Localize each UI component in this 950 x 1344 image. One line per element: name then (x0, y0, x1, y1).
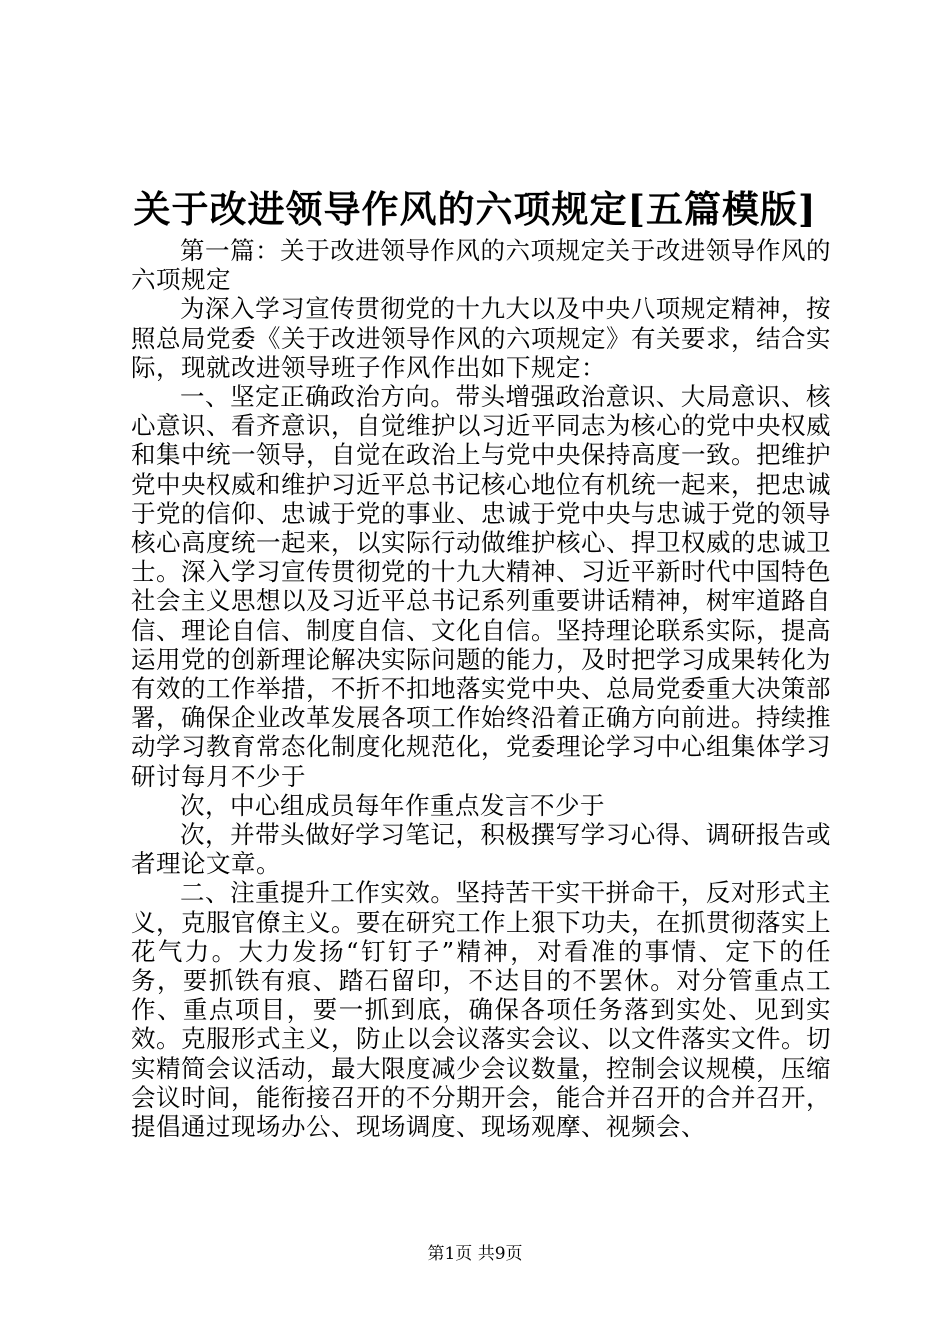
paragraph: 为深入学习宣传贯彻党的十九大以及中央八项规定精神，按照总局党委《关于改进领导作风的六项规定》有关要求，结合实际，现就改进领导班子作风作出如下规定： (131, 294, 831, 382)
paragraph: 次，并带头做好学习笔记，积极撰写学习心得、调研报告或者理论文章。 (131, 820, 831, 879)
paragraph: 第一篇：关于改进领导作风的六项规定关于改进领导作风的六项规定 (131, 236, 831, 295)
paragraph: 二、注重提升工作实效。坚持苦干实干拼命干，反对形式主义，克服官僚主义。要在研究工作上狠下功夫，在抓贯彻落实上花气力。大力发扬“钉钉子”精神，对看准的事情、定下的任务，要抓铁有痕、踏石留印，不达目的不罢休。对分管重点工作、重点项目，要一抓到底，确保各项任务落到实处、见到实效。克服形式主义，防止以会议落实会议、以文件落实文件。切实精简会议活动，最大限度减少会议数量，控制会议规模，压缩会议时间，能衔接召开的不分期开会，能合并召开的合并召开，提倡通过现场办公、现场调度、现场观摩、视频会、 (131, 878, 831, 1142)
document-body (131, 236, 831, 1141)
paragraph: 次，中心组成员每年作重点发言不少于 (180, 790, 605, 820)
paragraph: 一、坚定正确政治方向。带头增强政治意识、大局意识、核心意识、看齐意识，自觉维护以习近平同志为核心的党中央权威和集中统一领导，自觉在政治上与党中央保持高度一致。把维护党中央权威和维护习近平总书记核心地位有机统一起来，把忠诚于党的信仰、忠诚于党的事业、忠诚于党中央与忠诚于党的领导核心高度统一起来，以实际行动做维护核心、捍卫权威的忠诚卫士。深入学习宣传贯彻党的十九大精神、习近平新时代中国特色社会主义思想以及习近平总书记系列重要讲话精神，树牢道路自信、理论自信、制度自信、文化自信。坚持理论联系实际，提高运用党的创新理论解决实际问题的能力，及时把学习成果转化为有效的工作举措，不折不扣地落实党中央、总局党委重大决策部署，确保企业改革发展各项工作始终沿着正确方向前进。持续推动学习教育常态化制度化规范化，党委理论学习中心组集体学习研讨每月不少于 (131, 382, 831, 791)
document-title: 关于改进领导作风的六项规定[五篇模版] (133, 187, 817, 231)
page-number-footer: 第1页 共9页 (427, 1244, 523, 1264)
